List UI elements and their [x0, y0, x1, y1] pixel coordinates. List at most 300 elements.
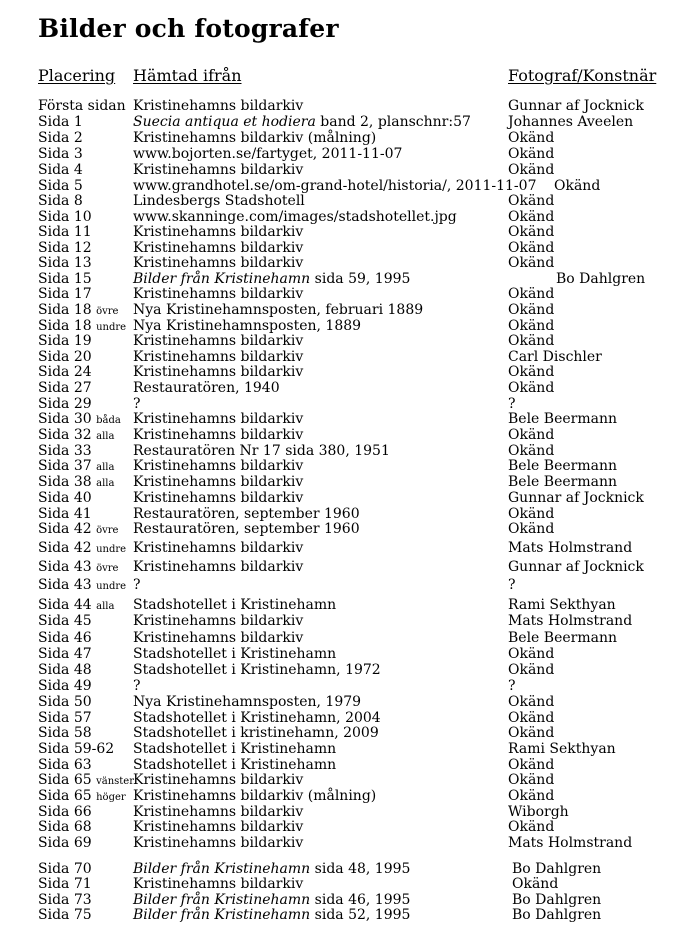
page-label: Sida 65: [38, 788, 92, 804]
placement-cell: [38, 333, 92, 349]
page-label: Sida 46: [38, 630, 92, 646]
source-cell: [133, 577, 141, 593]
source-text: Restauratören Nr 17 sida 380, 1951: [133, 443, 390, 459]
table-row: [0, 678, 700, 694]
page-label: Sida 18: [38, 302, 92, 318]
source-text: www.grandhotel.se/om-grand-hotel/historia/, 2011-11-07: [133, 178, 537, 194]
placement-cell: [38, 907, 92, 923]
page-label: Sida 20: [38, 349, 92, 365]
source-text: Lindesbergs Stadshotell: [133, 193, 305, 209]
page-label: Sida 75: [38, 907, 92, 923]
page-label: Sida 70: [38, 861, 92, 877]
table-row: [0, 130, 700, 146]
source-text: Restauratören, 1940: [133, 380, 280, 396]
source-cell: [133, 907, 410, 923]
photographer-cell: Okänd: [508, 506, 555, 522]
photographer-cell: Bele Beermann: [508, 411, 617, 427]
placement-cell: [38, 364, 92, 380]
placement-cell: [38, 98, 126, 114]
table-row: [0, 788, 700, 804]
position-note: undre: [96, 544, 127, 555]
source-cell: [133, 876, 303, 892]
source-cell: [133, 286, 303, 302]
page-label: Sida 4: [38, 162, 83, 178]
page-label: Sida 45: [38, 613, 92, 629]
photographer-cell: ?: [508, 396, 516, 412]
table-row: [0, 559, 700, 575]
source-title: Suecia antiqua et hodiera: [133, 114, 316, 130]
table-row: [0, 490, 700, 506]
source-cell: [133, 892, 410, 908]
page-label: Sida 69: [38, 835, 92, 851]
page-label: Sida 58: [38, 725, 92, 741]
position-note: övre: [96, 563, 119, 574]
source-cell: [133, 490, 303, 506]
page-label: Sida 8: [38, 193, 83, 209]
placement-cell: [38, 443, 92, 459]
placement-cell: [38, 240, 92, 256]
source-text: Kristinehamns bildarkiv: [133, 876, 304, 892]
table-row: [0, 804, 700, 820]
photographer-cell: Okänd: [508, 286, 555, 302]
source-text: www.bojorten.se/fartyget, 2011-11-07: [133, 146, 403, 162]
source-text: Kristinehamns bildarkiv: [133, 559, 304, 575]
photographer-cell: Bele Beermann: [508, 458, 617, 474]
source-cell: [133, 835, 303, 851]
source-cell: [133, 364, 303, 380]
photographer-cell: Bo Dahlgren: [512, 861, 602, 877]
placement-cell: [38, 861, 92, 877]
position-note: övre: [96, 306, 119, 317]
source-cell: [133, 772, 303, 788]
page-label: Sida 32: [38, 427, 92, 443]
placement-cell: [38, 678, 92, 694]
photographer-cell: Okänd: [508, 162, 555, 178]
table-row: [0, 630, 700, 646]
page-label: Sida 42: [38, 540, 92, 556]
photographer-cell: Okänd: [554, 178, 601, 194]
page-label: Sida 43: [38, 577, 92, 593]
source-text: Restauratören, september 1960: [133, 506, 360, 522]
placement-cell: [38, 396, 92, 412]
photographer-cell: Johannes Aveelen: [508, 114, 634, 130]
page-label: Sida 57: [38, 710, 92, 726]
source-cell: [133, 861, 410, 877]
source-cell: [133, 443, 390, 459]
table-row: [0, 907, 700, 923]
source-cell: [133, 178, 536, 194]
placement-cell: [38, 114, 83, 130]
photographer-cell: Rami Sekthyan: [508, 597, 616, 613]
source-cell: [133, 521, 360, 537]
placement-cell: [38, 224, 92, 240]
page-title: Bilder och fotografer: [38, 14, 339, 43]
table-row: [0, 646, 700, 662]
table-row: [0, 861, 700, 877]
page-label: Sida 2: [38, 130, 83, 146]
position-note: alla: [96, 431, 115, 442]
photographer-cell: Okänd: [508, 725, 555, 741]
source-cell: [133, 506, 360, 522]
page-label: Sida 11: [38, 224, 92, 240]
photographer-cell: Bo Dahlgren: [512, 907, 602, 923]
table-row: [0, 98, 700, 114]
page-label: Sida 68: [38, 819, 92, 835]
table-row: [0, 271, 700, 287]
photographer-cell: Okänd: [508, 427, 555, 443]
placement-cell: [38, 710, 92, 726]
source-cell: [133, 458, 303, 474]
photographer-cell: Okänd: [508, 757, 555, 773]
page-label: Sida 12: [38, 240, 92, 256]
photographer-cell: Okänd: [508, 380, 555, 396]
source-text: Kristinehamns bildarkiv: [133, 255, 304, 271]
photographer-cell: Carl Dischler: [508, 349, 602, 365]
placement-cell: [38, 757, 92, 773]
table-row: [0, 741, 700, 757]
source-text: ?: [133, 396, 141, 412]
table-row: [0, 349, 700, 365]
page-label: Sida 10: [38, 209, 92, 225]
source-text: Stadshotellet i kristinehamn, 2009: [133, 725, 379, 741]
table-row: [0, 178, 700, 194]
table-row: [0, 224, 700, 240]
photographer-cell: Okänd: [508, 193, 555, 209]
source-text: Kristinehamns bildarkiv: [133, 772, 304, 788]
placement-cell: [38, 286, 92, 302]
source-text: Kristinehamns bildarkiv: [133, 427, 304, 443]
source-text: Kristinehamns bildarkiv: [133, 458, 304, 474]
page-label: Sida 42: [38, 521, 92, 537]
page-label: Sida 47: [38, 646, 92, 662]
page-label: Sida 41: [38, 506, 92, 522]
source-text: Stadshotellet i Kristinehamn: [133, 741, 337, 757]
source-title: Bilder från Kristinehamn: [133, 892, 311, 908]
source-title: Bilder från Kristinehamn: [133, 861, 311, 877]
position-note: alla: [96, 601, 115, 612]
source-text: Kristinehamns bildarkiv: [133, 613, 304, 629]
source-cell: [133, 380, 280, 396]
table-row: [0, 694, 700, 710]
source-detail: sida 52, 1995: [310, 907, 411, 923]
placement-cell: [38, 146, 83, 162]
page-label: Sida 30: [38, 411, 92, 427]
page-label: Sida 71: [38, 876, 92, 892]
table-row: [0, 521, 700, 537]
source-cell: [133, 788, 376, 804]
source-text: Stadshotellet i Kristinehamn, 1972: [133, 662, 381, 678]
photographer-cell: Bo Dahlgren: [556, 271, 646, 287]
source-text: Kristinehamns bildarkiv: [133, 474, 304, 490]
table-row: [0, 892, 700, 908]
source-text: Kristinehamns bildarkiv: [133, 630, 304, 646]
source-text: Kristinehamns bildarkiv: [133, 835, 304, 851]
photographer-cell: Okänd: [508, 255, 555, 271]
source-detail: sida 46, 1995: [310, 892, 411, 908]
placement-cell: [38, 630, 92, 646]
source-text: Stadshotellet i Kristinehamn: [133, 757, 337, 773]
source-text: Kristinehamns bildarkiv: [133, 286, 304, 302]
source-text: Kristinehamns bildarkiv: [133, 819, 304, 835]
source-text: Nya Kristinehamnsposten, februari 1889: [133, 302, 424, 318]
page-label: Sida 44: [38, 597, 92, 613]
source-cell: [133, 819, 303, 835]
photographer-cell: Okänd: [508, 443, 555, 459]
placement-cell: [38, 559, 118, 577]
source-cell: [133, 630, 303, 646]
page-label: Sida 65: [38, 772, 92, 788]
photographer-cell: Okänd: [508, 662, 555, 678]
source-cell: [133, 662, 381, 678]
table-row: [0, 662, 700, 678]
position-note: övre: [96, 525, 119, 536]
page-label: Första sidan: [38, 98, 126, 114]
table-row: [0, 333, 700, 349]
table-row: [0, 162, 700, 178]
placement-cell: [38, 193, 83, 209]
placement-cell: [38, 725, 92, 741]
photographer-cell: Okänd: [508, 146, 555, 162]
placement-cell: [38, 577, 126, 595]
source-title: Bilder från Kristinehamn: [133, 271, 311, 287]
position-note: höger: [96, 792, 126, 803]
table-row: [0, 114, 700, 130]
photographer-cell: Okänd: [512, 876, 559, 892]
source-cell: [133, 474, 303, 490]
photographer-cell: Okänd: [508, 710, 555, 726]
placement-cell: [38, 380, 92, 396]
page-label: Sida 5: [38, 178, 83, 194]
placement-cell: [38, 646, 92, 662]
photographer-cell: Bele Beermann: [508, 630, 617, 646]
page-label: Sida 66: [38, 804, 92, 820]
source-text: Kristinehamns bildarkiv: [133, 349, 304, 365]
table-row: [0, 396, 700, 412]
source-cell: [133, 559, 303, 575]
photographer-cell: Okänd: [508, 240, 555, 256]
source-cell: [133, 255, 303, 271]
page-label: Sida 73: [38, 892, 92, 908]
source-text: Kristinehamns bildarkiv: [133, 333, 304, 349]
photographer-cell: Mats Holmstrand: [508, 835, 633, 851]
placement-cell: [38, 892, 92, 908]
table-row: [0, 209, 700, 225]
placement-cell: [38, 506, 92, 522]
photographer-cell: Wiborgh: [508, 804, 569, 820]
source-text: Stadshotellet i Kristinehamn: [133, 646, 337, 662]
table-row: [0, 302, 700, 318]
photographer-cell: Okänd: [508, 333, 555, 349]
position-note: båda: [96, 415, 121, 426]
table-row: [0, 757, 700, 773]
placement-cell: [38, 209, 92, 225]
source-cell: [133, 741, 336, 757]
source-text: Kristinehamns bildarkiv: [133, 540, 304, 556]
source-cell: [133, 725, 379, 741]
photographer-cell: Gunnar af Jocknick: [508, 98, 644, 114]
table-row: [0, 613, 700, 629]
source-cell: [133, 613, 303, 629]
page-label: Sida 17: [38, 286, 92, 302]
source-cell: [133, 130, 376, 146]
placement-cell: [38, 540, 126, 558]
table-row: [0, 411, 700, 427]
photographer-cell: Mats Holmstrand: [508, 613, 633, 629]
photographer-cell: Rami Sekthyan: [508, 741, 616, 757]
page-label: Sida 1: [38, 114, 83, 130]
photographer-cell: Mats Holmstrand: [508, 540, 633, 556]
column-header-fotograf: Fotograf/Konstnär: [508, 66, 657, 85]
photographer-cell: ?: [508, 577, 516, 593]
photographer-cell: Gunnar af Jocknick: [508, 559, 644, 575]
placement-cell: [38, 255, 92, 271]
table-row: [0, 772, 700, 788]
page-label: Sida 19: [38, 333, 92, 349]
table-row: [0, 458, 700, 474]
placement-cell: [38, 490, 92, 506]
table-row: [0, 443, 700, 459]
page-label: Sida 13: [38, 255, 92, 271]
source-cell: [133, 427, 303, 443]
photographer-cell: Okänd: [508, 694, 555, 710]
photographer-cell: Okänd: [508, 819, 555, 835]
placement-cell: [38, 804, 92, 820]
photographer-cell: Okänd: [508, 318, 555, 334]
source-cell: [133, 710, 381, 726]
source-text: Kristinehamns bildarkiv (målning): [133, 788, 377, 804]
photographer-cell: Okänd: [508, 521, 555, 537]
source-text: ?: [133, 678, 141, 694]
source-cell: [133, 396, 141, 412]
position-note: vänster: [96, 776, 135, 787]
placement-cell: [38, 162, 83, 178]
source-text: www.skanninge.com/images/stadshotellet.jpg: [133, 209, 457, 225]
page-label: Sida 38: [38, 474, 92, 490]
source-text: Kristinehamns bildarkiv: [133, 364, 304, 380]
table-row: [0, 474, 700, 490]
source-text: Stadshotellet i Kristinehamn: [133, 597, 337, 613]
source-cell: [133, 162, 303, 178]
source-title: Bilder från Kristinehamn: [133, 907, 311, 923]
source-text: Kristinehamns bildarkiv: [133, 224, 304, 240]
source-cell: [133, 209, 457, 225]
source-text: Kristinehamns bildarkiv: [133, 240, 304, 256]
source-cell: [133, 646, 336, 662]
source-detail: band 2, planschnr:57: [315, 114, 471, 130]
placement-cell: [38, 178, 83, 194]
photographer-cell: Bo Dahlgren: [512, 892, 602, 908]
source-cell: [133, 349, 303, 365]
photographer-cell: Gunnar af Jocknick: [508, 490, 644, 506]
table-row: [0, 240, 700, 256]
source-detail: sida 48, 1995: [310, 861, 411, 877]
page-label: Sida 49: [38, 678, 92, 694]
photographer-cell: Okänd: [508, 788, 555, 804]
photographer-cell: ?: [508, 678, 516, 694]
photographer-cell: Okänd: [508, 364, 555, 380]
position-note: undre: [96, 581, 127, 592]
placement-cell: [38, 819, 92, 835]
photographer-cell: Okänd: [508, 224, 555, 240]
table-row: [0, 597, 700, 613]
table-row: [0, 193, 700, 209]
source-cell: [133, 302, 423, 318]
column-header-hamtad: Hämtad ifrån: [133, 66, 242, 85]
source-detail: sida 59, 1995: [310, 271, 411, 287]
placement-cell: [38, 521, 118, 539]
source-cell: [133, 411, 303, 427]
placement-cell: [38, 613, 92, 629]
source-text: Kristinehamns bildarkiv: [133, 804, 304, 820]
placement-cell: [38, 662, 92, 678]
placement-cell: [38, 694, 92, 710]
photographer-cell: Okänd: [508, 646, 555, 662]
source-text: Kristinehamns bildarkiv (målning): [133, 130, 377, 146]
source-text: Kristinehamns bildarkiv: [133, 162, 304, 178]
source-cell: [133, 98, 303, 114]
source-cell: [133, 597, 336, 613]
source-text: Kristinehamns bildarkiv: [133, 490, 304, 506]
source-text: Nya Kristinehamnsposten, 1979: [133, 694, 362, 710]
page-label: Sida 40: [38, 490, 92, 506]
source-text: Stadshotellet i Kristinehamn, 2004: [133, 710, 381, 726]
photographer-cell: Okänd: [508, 302, 555, 318]
table-row: [0, 255, 700, 271]
source-cell: [133, 271, 410, 287]
placement-cell: [38, 271, 92, 287]
page-label: Sida 43: [38, 559, 92, 575]
position-note: undre: [96, 322, 127, 333]
page-label: Sida 3: [38, 146, 83, 162]
page-label: Sida 15: [38, 271, 92, 287]
source-text: Nya Kristinehamnsposten, 1889: [133, 318, 362, 334]
column-header-placering: Placering: [38, 66, 116, 85]
source-cell: [133, 318, 361, 334]
table-row: [0, 819, 700, 835]
table-row: [0, 577, 700, 593]
table-row: [0, 710, 700, 726]
table-row: [0, 286, 700, 302]
source-cell: [133, 224, 303, 240]
page-label: Sida 24: [38, 364, 92, 380]
page-label: Sida 48: [38, 662, 92, 678]
placement-cell: [38, 741, 114, 757]
source-cell: [133, 193, 305, 209]
page-label: Sida 50: [38, 694, 92, 710]
table-row: [0, 725, 700, 741]
source-cell: [133, 333, 303, 349]
table-row: [0, 380, 700, 396]
source-cell: [133, 694, 361, 710]
table-row: [0, 318, 700, 334]
placement-cell: [38, 349, 92, 365]
page-label: Sida 33: [38, 443, 92, 459]
table-row: [0, 876, 700, 892]
source-cell: [133, 540, 303, 556]
page-label: Sida 27: [38, 380, 92, 396]
page-label: Sida 63: [38, 757, 92, 773]
source-cell: [133, 804, 303, 820]
source-cell: [133, 114, 471, 130]
position-note: alla: [96, 462, 115, 473]
table-row: [0, 506, 700, 522]
source-cell: [133, 240, 303, 256]
table-row: [0, 540, 700, 556]
table-row: [0, 427, 700, 443]
page-label: Sida 29: [38, 396, 92, 412]
source-text: ?: [133, 577, 141, 593]
position-note: alla: [96, 478, 115, 489]
